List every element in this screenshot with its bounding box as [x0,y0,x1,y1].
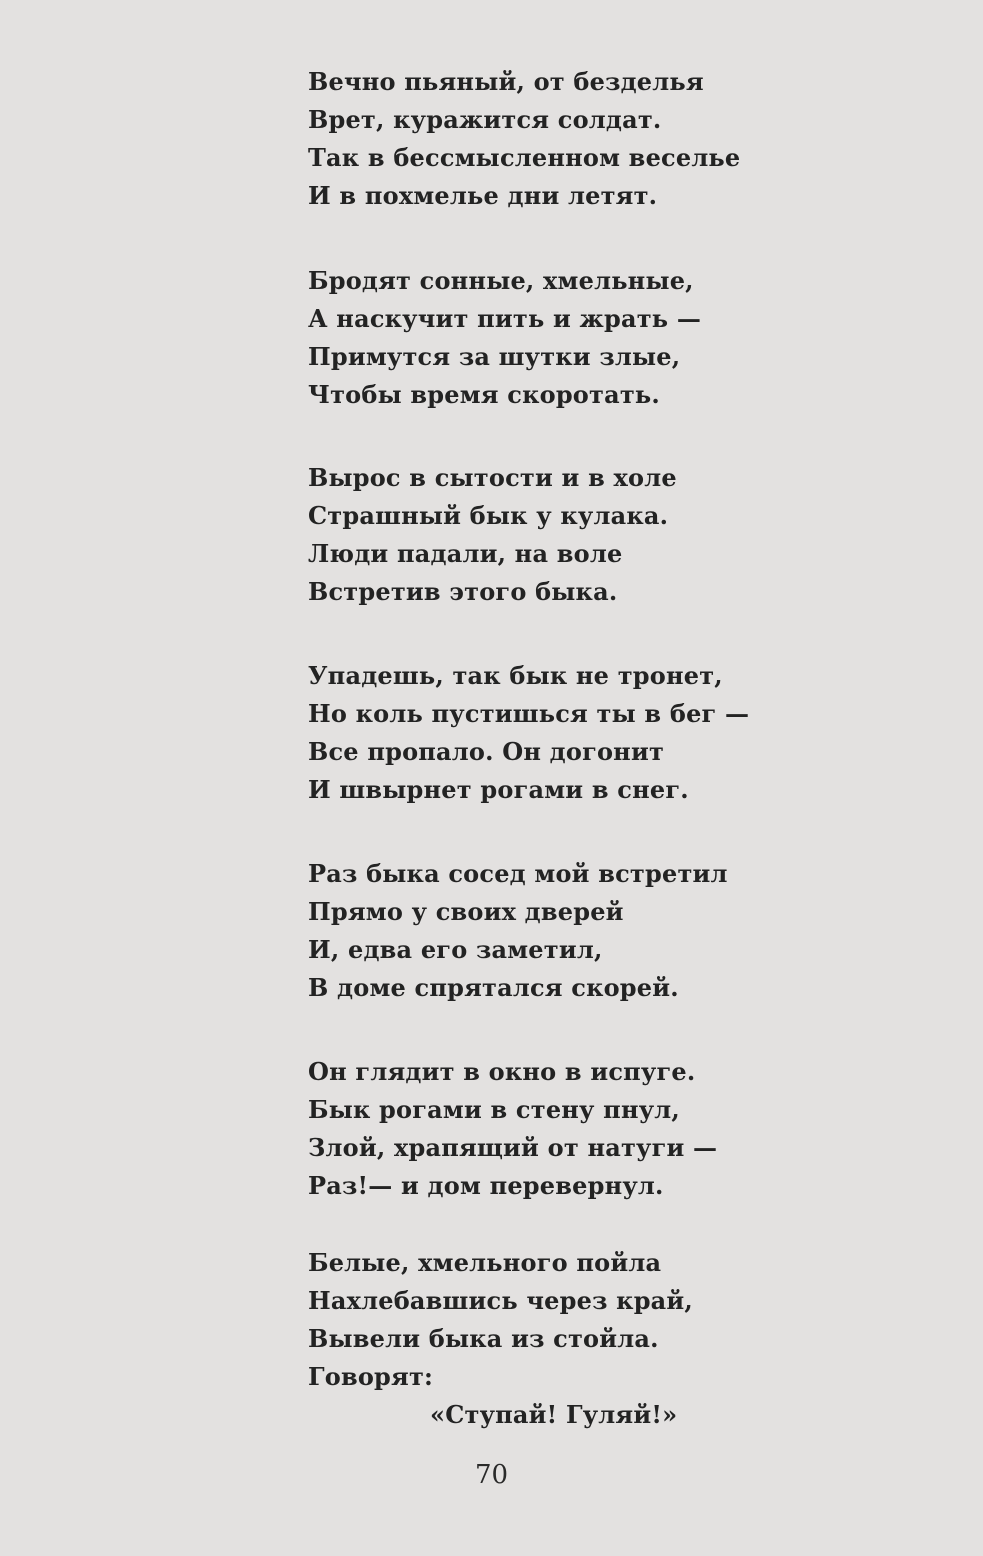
poem-line: Прямо у своих дверей [308,897,624,926]
poem-line: Но коль пустишься ты в бег — [308,699,750,728]
poem-line: Врет, куражится солдат. [308,105,662,134]
stanza-6 [308,1053,908,1205]
poem-line-indented: «Ступай! Гуляй!» [430,1400,678,1429]
poem-line: И швырнет рогами в снег. [308,775,689,804]
poem-line: Раз быка сосед мой встретил [308,859,728,888]
poem-line: Страшный бык у кулака. [308,501,669,530]
poem-line: Вывели быка из стойла. [308,1324,659,1353]
poem-line: Все пропало. Он догонит [308,737,665,766]
poem-line: Встретив этого быка. [308,577,618,606]
poem-line: Раз!— и дом перевернул. [308,1171,664,1200]
poem-line: Бык рогами в стену пнул, [308,1095,680,1124]
stanza-5 [308,855,908,1007]
stanza-4 [308,657,908,809]
poem-line: Примутся за шутки злые, [308,342,681,371]
poem-line: И в похмелье дни летят. [308,181,658,210]
stanza-7 [308,1244,908,1434]
poem-line: Нахлебавшись через край, [308,1286,693,1315]
poem-line: Вырос в сытости и в холе [308,463,677,492]
poem-line: В доме спрятался скорей. [308,973,679,1002]
stanza-1 [308,63,908,215]
poem-line: А наскучит пить и жрать — [308,304,702,333]
poem-line: Вечно пьяный, от безделья [308,67,704,96]
page-number: 70 [474,1460,509,1490]
stanza-3 [308,459,908,611]
poem-line: Люди падали, на воле [308,539,623,568]
poem-line: Упадешь, так бык не тронет, [308,661,723,690]
poem-line: Так в бессмысленном веселье [308,143,741,172]
poem-line: И, едва его заметил, [308,935,603,964]
poem-line: Белые, хмельного пойла [308,1248,662,1277]
poem-line: Злой, храпящий от натуги — [308,1133,718,1162]
poem-line: Он глядит в окно в испуге. [308,1057,696,1086]
stanza-2 [308,262,908,414]
poem-line: Чтобы время скоротать. [308,380,660,409]
poem-line: Бродят сонные, хмельные, [308,266,694,295]
poem-line: Говорят: [308,1362,434,1391]
